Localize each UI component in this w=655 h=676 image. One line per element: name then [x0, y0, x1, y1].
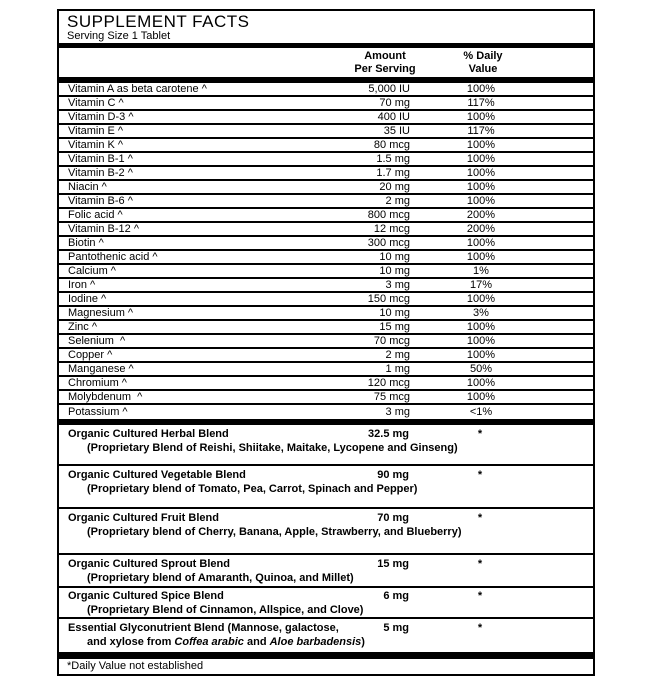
nutrient-daily-value: 1% [473, 265, 489, 277]
blend-title-row [59, 558, 593, 570]
nutrient-amount: 80 mcg [373, 139, 410, 151]
blend-table [59, 425, 593, 652]
nutrient-daily-value: 100% [466, 181, 496, 193]
nutrient-amount: 10 mg [379, 307, 410, 319]
label-title-block [59, 11, 593, 43]
column-header-amount [335, 50, 435, 76]
nutrient-daily-value: 100% [466, 153, 496, 165]
table-row [59, 111, 593, 125]
nutrient-daily-value: 100% [466, 83, 496, 95]
nutrient-amount: 75 mcg [373, 391, 410, 403]
nutrient-amount: 10 mg [379, 251, 410, 263]
nutrient-amount: 35 IU [383, 125, 410, 137]
blend-detail [59, 526, 593, 538]
blend-amount: 90 mg [377, 469, 409, 481]
table-row [59, 139, 593, 153]
column-header-row [59, 48, 593, 77]
nutrient-name: Vitamin B-12 ^ [68, 223, 139, 235]
nutrient-amount: 1.5 mg [376, 153, 410, 165]
blend-detail-segment: ) [361, 636, 365, 648]
nutrient-daily-value: 100% [466, 391, 496, 403]
blend-title-row [59, 512, 593, 524]
nutrient-amount: 70 mg [379, 97, 410, 109]
blend-detail [59, 442, 593, 454]
nutrient-amount: 400 IU [377, 111, 410, 123]
blend-detail [59, 636, 593, 648]
nutrient-daily-value: 50% [469, 363, 493, 375]
nutrient-name: Potassium ^ [68, 406, 128, 418]
nutrient-name: Manganese ^ [68, 363, 134, 375]
nutrient-daily-value: 100% [466, 377, 496, 389]
label-title: SUPPLEMENT FACTS [67, 12, 250, 31]
nutrient-daily-value: 100% [466, 335, 496, 347]
nutrient-amount: 300 mcg [367, 237, 410, 249]
blend-daily-value: * [477, 558, 483, 570]
table-row [59, 237, 593, 251]
column-header-dv-line1: % Daily [463, 50, 503, 62]
blend-name: Organic Cultured Spice Blend [68, 590, 224, 602]
nutrient-daily-value: 100% [466, 195, 496, 207]
table-row [59, 181, 593, 195]
nutrient-daily-value: 117% [467, 125, 495, 137]
nutrient-daily-value: 17% [469, 279, 493, 291]
blend-section [59, 555, 593, 588]
column-header-daily-value [433, 50, 533, 76]
nutrient-name: Vitamin A as beta carotene ^ [68, 83, 207, 95]
blend-name: Organic Cultured Herbal Blend [68, 428, 229, 440]
blend-amount: 70 mg [377, 512, 409, 524]
nutrient-amount: 150 mcg [367, 293, 410, 305]
table-row [59, 391, 593, 405]
blend-section [59, 619, 593, 652]
nutrient-amount: 800 mcg [367, 209, 410, 221]
column-header-dv-line2: Value [468, 63, 498, 75]
nutrient-daily-value: <1% [469, 406, 493, 418]
blend-section [59, 425, 593, 466]
blend-section [59, 588, 593, 619]
column-header-amount-line1: Amount [364, 50, 406, 62]
table-row [59, 97, 593, 111]
blend-detail-segment: and [243, 636, 270, 648]
nutrient-name: Zinc ^ [68, 321, 97, 333]
nutrient-amount: 2 mg [385, 349, 410, 361]
column-header-amount-line2: Per Serving [354, 63, 416, 75]
blend-amount: 5 mg [383, 622, 409, 634]
blend-title-row [59, 622, 593, 634]
nutrient-name: Vitamin D-3 ^ [68, 111, 134, 123]
nutrient-name: Vitamin K ^ [68, 139, 124, 151]
table-row [59, 125, 593, 139]
nutrient-amount: 2 mg [385, 195, 410, 207]
blend-daily-value: * [477, 469, 483, 481]
nutrient-name: Pantothenic acid ^ [68, 251, 158, 263]
blend-amount: 15 mg [377, 558, 409, 570]
blend-detail [59, 483, 593, 495]
blend-name: Organic Cultured Vegetable Blend [68, 469, 246, 481]
blend-detail-segment: and xylose from [87, 636, 175, 648]
nutrient-amount: 120 mcg [367, 377, 410, 389]
nutrient-daily-value: 100% [466, 349, 496, 361]
blend-detail-segment: (Proprietary blend of Amaranth, Quinoa, and Millet) [87, 572, 354, 584]
blend-daily-value: * [477, 428, 483, 440]
nutrient-daily-value: 100% [466, 251, 496, 263]
nutrient-name: Selenium ^ [68, 335, 126, 347]
nutrient-amount: 20 mg [379, 181, 410, 193]
nutrient-name: Vitamin B-2 ^ [68, 167, 133, 179]
nutrient-amount: 15 mg [379, 321, 410, 333]
nutrient-name: Copper ^ [68, 349, 113, 361]
nutrient-amount: 3 mg [385, 279, 410, 291]
table-row [59, 377, 593, 391]
nutrient-table [59, 83, 593, 419]
blend-detail-segment: (Proprietary Blend of Cinnamon, Allspice, and Clove) [87, 604, 364, 616]
table-row [59, 153, 593, 167]
nutrient-name: Iron ^ [68, 279, 96, 291]
nutrient-name: Iodine ^ [68, 293, 107, 305]
blend-daily-value: * [477, 590, 483, 602]
nutrient-name: Vitamin C ^ [68, 97, 124, 109]
table-row [59, 405, 593, 419]
table-row [59, 195, 593, 209]
nutrient-daily-value: 100% [466, 321, 496, 333]
nutrient-daily-value: 100% [466, 237, 496, 249]
nutrient-name: Calcium ^ [68, 265, 116, 277]
blend-detail-segment: Coffea arabic [174, 636, 244, 648]
nutrient-amount: 10 mg [379, 265, 410, 277]
table-row [59, 265, 593, 279]
nutrient-name: Folic acid ^ [68, 209, 123, 221]
nutrient-amount: 12 mcg [373, 223, 410, 235]
blend-detail-segment: (Proprietary blend of Cherry, Banana, Apple, Strawberry, and Blueberry) [87, 526, 462, 538]
blend-name: Organic Cultured Fruit Blend [68, 512, 219, 524]
table-row [59, 321, 593, 335]
blend-name: Organic Cultured Sprout Blend [68, 558, 230, 570]
nutrient-name: Vitamin E ^ [68, 125, 124, 137]
nutrient-name: Biotin ^ [68, 237, 104, 249]
blend-section [59, 509, 593, 555]
blend-name: Essential Glyconutrient Blend (Mannose, galactose, [68, 622, 339, 634]
nutrient-daily-value: 3% [473, 307, 489, 319]
table-row [59, 307, 593, 321]
blend-daily-value: * [477, 622, 483, 634]
supplement-facts-label [57, 9, 595, 676]
blend-amount: 6 mg [383, 590, 409, 602]
table-row [59, 83, 593, 97]
table-row [59, 293, 593, 307]
serving-size: Serving Size 1 Tablet [67, 30, 171, 42]
table-row [59, 349, 593, 363]
daily-value-footnote: *Daily Value not established [67, 660, 204, 672]
blend-section [59, 466, 593, 509]
nutrient-name: Vitamin B-1 ^ [68, 153, 133, 165]
nutrient-amount: 5,000 IU [368, 83, 410, 95]
blend-title-row [59, 590, 593, 602]
table-row [59, 167, 593, 181]
table-row [59, 223, 593, 237]
nutrient-amount: 1.7 mg [376, 167, 410, 179]
nutrient-daily-value: 100% [466, 293, 496, 305]
nutrient-daily-value: 100% [466, 139, 496, 151]
blend-title-row [59, 428, 593, 440]
table-row [59, 209, 593, 223]
table-row [59, 251, 593, 265]
table-row [59, 335, 593, 349]
nutrient-daily-value: 117% [467, 97, 495, 109]
blend-detail [59, 604, 593, 616]
nutrient-name: Molybdenum ^ [68, 391, 143, 403]
nutrient-name: Magnesium ^ [68, 307, 134, 319]
nutrient-name: Chromium ^ [68, 377, 127, 389]
nutrient-daily-value: 100% [466, 111, 496, 123]
blend-detail-segment: (Proprietary Blend of Reishi, Shiitake, Maitake, Lycopene and Ginseng) [87, 442, 458, 454]
table-row [59, 279, 593, 293]
nutrient-amount: 1 mg [385, 363, 410, 375]
blend-daily-value: * [477, 512, 483, 524]
nutrient-daily-value: 200% [466, 209, 496, 221]
nutrient-amount: 3 mg [385, 406, 410, 418]
blend-detail-segment: (Proprietary blend of Tomato, Pea, Carrot, Spinach and Pepper) [87, 483, 418, 495]
table-row [59, 363, 593, 377]
blend-detail-segment: Aloe barbadensis [269, 636, 362, 648]
divider-bar-footer [59, 652, 593, 659]
nutrient-name: Vitamin B-6 ^ [68, 195, 133, 207]
nutrient-daily-value: 200% [466, 223, 496, 235]
blend-detail [59, 572, 593, 584]
nutrient-daily-value: 100% [466, 167, 496, 179]
blend-amount: 32.5 mg [368, 428, 409, 440]
nutrient-amount: 70 mcg [373, 335, 410, 347]
nutrient-name: Niacin ^ [68, 181, 107, 193]
blend-title-row [59, 469, 593, 481]
